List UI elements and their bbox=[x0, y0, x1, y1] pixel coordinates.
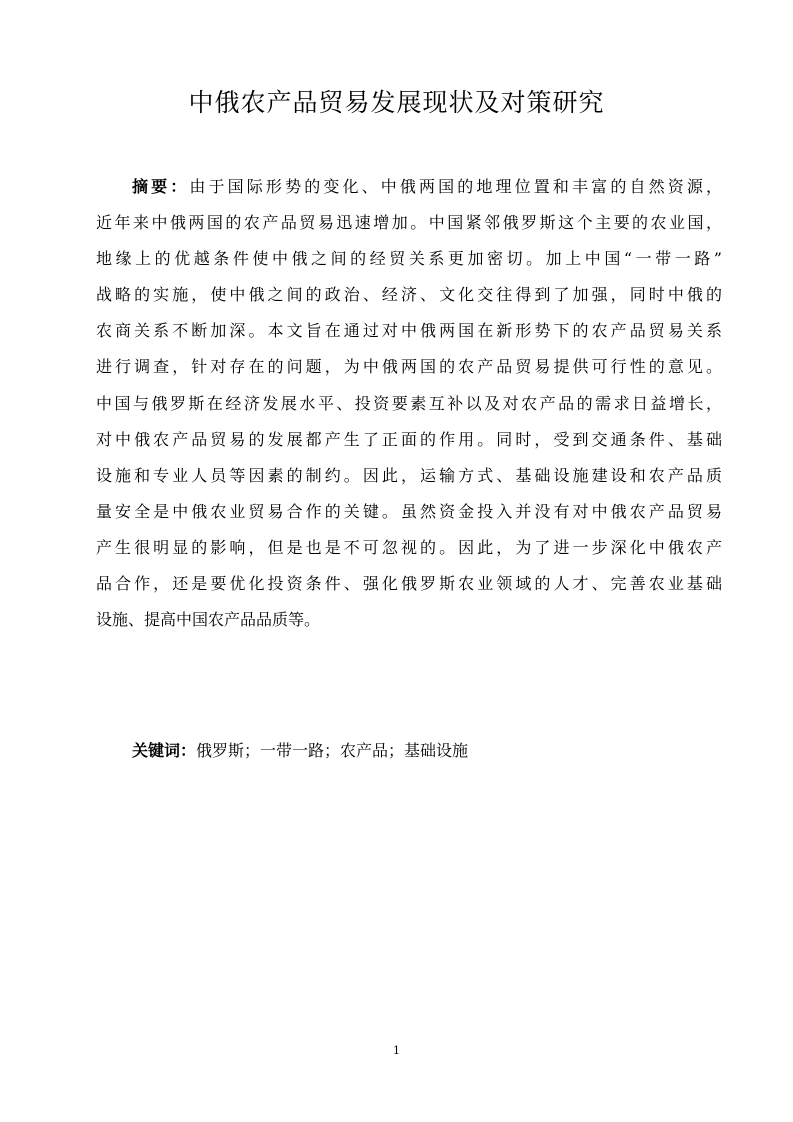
abstract-line-3: 地缘上的优越条件使中俄之间的经贸关系更加密切。加上中国“一带一路” bbox=[96, 249, 722, 269]
abstract-line-11: 产生很明显的影响，但是也是不可忽视的。因此，为了进一步深化中俄农产 bbox=[96, 537, 722, 557]
abstract-line-5: 农商关系不断加深。本文旨在通过对中俄两国在新形势下的农产品贸易关系 bbox=[96, 321, 722, 341]
abstract-line-text: 由于国际形势的变化、中俄两国的地理位置和丰富的自然资源， bbox=[189, 177, 722, 196]
abstract-line-2: 近年来中俄两国的农产品贸易迅速增加。中国紧邻俄罗斯这个主要的农业国， bbox=[96, 213, 722, 233]
abstract-line-7: 中国与俄罗斯在经济发展水平、投资要素互补以及对农产品的需求日益增长， bbox=[96, 393, 722, 413]
abstract-line-6: 进行调查，针对存在的问题，为中俄两国的农产品贸易提供可行性的意见。 bbox=[96, 357, 722, 377]
abstract-line-8: 对中俄农产品贸易的发展都产生了正面的作用。同时，受到交通条件、基础 bbox=[96, 429, 722, 449]
abstract-line-10: 量安全是中俄农业贸易合作的关键。虽然资金投入并没有对中俄农产品贸易 bbox=[96, 501, 722, 521]
keywords-text: 俄罗斯；一带一路；农产品；基础设施 bbox=[196, 741, 469, 760]
abstract-line-1 bbox=[96, 169, 722, 205]
abstract-line-9: 设施和专业人员等因素的制约。因此，运输方式、基础设施建设和农产品质 bbox=[96, 465, 722, 485]
abstract-section bbox=[96, 169, 722, 638]
abstract-line-12: 品合作，还是要优化投资条件、强化俄罗斯农业领域的人才、完善农业基础 bbox=[96, 574, 722, 594]
abstract-label: 摘要： bbox=[132, 177, 190, 196]
abstract-line-13: 设施、提高中国农产品品质等。 bbox=[96, 610, 321, 630]
page-number: 1 bbox=[393, 1044, 400, 1057]
abstract-line-4: 战略的实施，使中俄之间的政治、经济、文化交往得到了加强，同时中俄的 bbox=[96, 285, 722, 305]
keywords-label: 关键词： bbox=[132, 741, 197, 760]
keywords-section bbox=[132, 733, 468, 769]
document-title: 中俄农产品贸易发展现状及对策研究 bbox=[188, 88, 605, 117]
